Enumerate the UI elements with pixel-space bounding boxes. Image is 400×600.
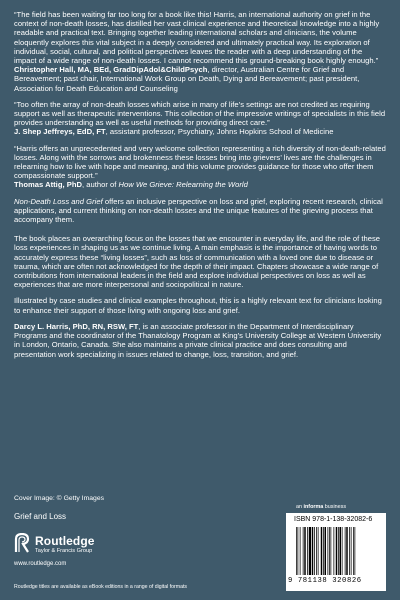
author-name: Darcy L. Harris, PhD, RN, RSW, FT (14, 321, 139, 331)
review-2-text: “Too often the array of non-death losses which arise in many of life’s settings are not credited as requiring support as well as therapeutic interventions. This collection of the impressive writings of specialists in this field provides understanding as well as useful methods for providing direct care.” (14, 99, 386, 128)
back-cover-text (14, 10, 386, 366)
review-3 (14, 144, 386, 190)
publisher-group: Taylor & Francis Group (35, 548, 93, 554)
book-title: Non-Death Loss and Grief (14, 196, 103, 206)
informa-tagline: an informa business (296, 504, 347, 510)
description-para-1-text: offers an inclusive perspective on loss and grief, exploring recent research, clinical applications, and current thinking on non-death losses and the unique features of the grieving process that accompany them. (14, 196, 383, 225)
routledge-logo-icon (14, 533, 30, 553)
barcode-area (286, 505, 386, 595)
review-3-affiliation-pre: , author of (81, 180, 119, 190)
author-bio (14, 322, 386, 359)
review-2-attribution (14, 127, 334, 136)
barcode-box (286, 513, 386, 591)
ebook-availability: Routledge titles are available as eBook editions in a range of digital formats (14, 584, 188, 590)
review-3-text: “Harris offers an unprecedented and very welcome collection representing a rich diversity of non-death-related losses. Along with the sorrows and brokenness these losses bring into grievers’ lives are the challenges in relearning how to live with hope and meaning, and this volume provides guidance for those who offer them compassionate support.” (14, 143, 386, 181)
isbn-label: ISBN 978-1-138-32082-6 (294, 516, 373, 523)
review-3-attribution (14, 180, 248, 189)
description-para-2: The book places an overarching focus on the losses that we encounter in everyday life, and the role of these loss experiences in shaping us as we continue living. A main emphasis is the importance of having words to accurately express these “living losses”, such as loss of communication with a loved one due to disease or trauma, which are often not acknowledged for the depth of their impact. Chapters showcase a wide range of contributions from international leaders in the field and explore individual perspectives on loss as well as experiences that are more interpersonal and sociopolitical in nature. (14, 234, 381, 290)
back-cover-footer (14, 495, 386, 595)
publisher-name: Routledge (35, 534, 95, 548)
review-1-attribution (14, 65, 359, 92)
informa-brand: informa (303, 504, 324, 510)
author-bio-text: , is an associate professor in the Department of Interdisciplinary Programs and the coordinator of the Thanatology Program at King’s University College at Western University in London, Ontario, Canada. She also maintains a private clinical practice and does consulting and presentation work specializing in issues related to change, loss, transition, and grief. (14, 321, 382, 359)
review-2-author: J. Shep Jeffreys, EdD, FT (14, 127, 106, 137)
review-2-affiliation: , assistant professor, Psychiatry, Johns Hopkins School of Medicine (105, 127, 334, 137)
review-2 (14, 100, 386, 137)
review-1-text: “The field has been waiting far too long for a book like this! Harris, an international authority on grief in the context of non-death losses, has distilled her vast clinical experience and theoretical knowledge into a highly readable and practical text. Bringing together leading international scholars and clinicians, the volume eloquently explores this vital subject in a deeply considered and ultimately practical way. Its exploration of individual, social, cultural, and political perspectives leaves the reader with a deep understanding of the impact of a wide range of non-death losses. I cannot recommend this ground-breaking book highly enough.” (14, 10, 380, 66)
description-para-1 (14, 197, 386, 225)
review-3-book-title: How We Grieve: Relearning the World (118, 180, 248, 190)
barcode-icon (296, 527, 378, 575)
cover-credit: Cover Image: © Getty Images (14, 495, 105, 502)
review-3-author: Thomas Attig, PhD (14, 180, 82, 190)
subject-category: Grief and Loss (14, 512, 67, 521)
review-1-author: Christopher Hall, MA, BEd, GradDipAdol&ChildPsych (14, 65, 208, 75)
publisher-url: www.routledge.com (14, 561, 67, 567)
review-1-affiliation: , director, Australian Centre for Grief and Bereavement; past chair, International Work Group on Death, Dying and Bereavement; past president, Association for Death Education and Counseling (14, 65, 360, 93)
description-para-3: Illustrated by case studies and clinical examples throughout, this is a highly relevant text for clinicians looking to enhance their support of those living with ongoing loss and grief. (14, 296, 382, 315)
barcode-digits: 9 781138 320826 (288, 577, 362, 585)
review-1 (14, 10, 386, 93)
